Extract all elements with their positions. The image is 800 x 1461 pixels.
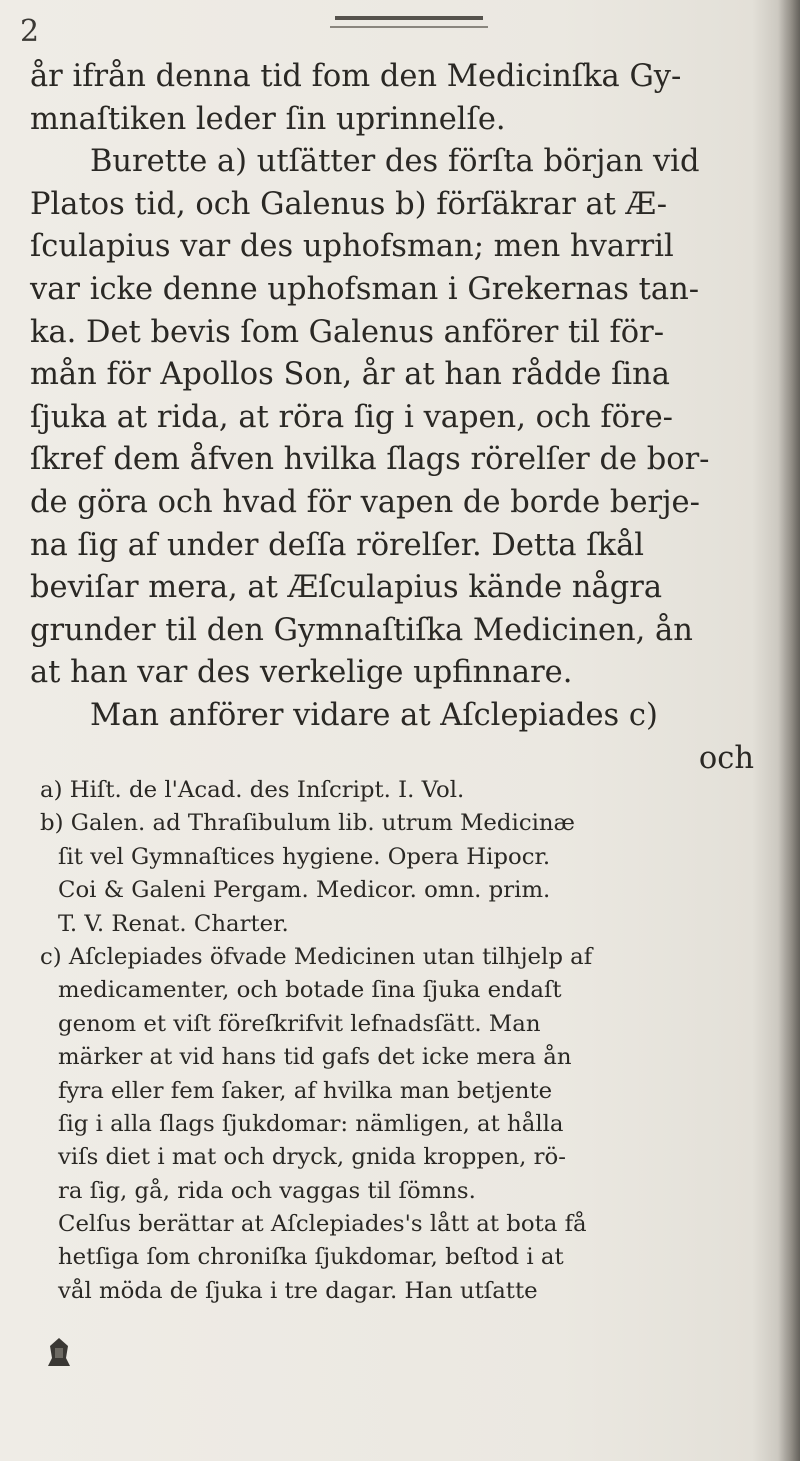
footnote-line: vål möda de ſjuka i tre dagar. Han utſatte [58,1277,538,1304]
footnote-line: ſig i alla ſlags ſjukdomar: nämligen, at hålla [58,1110,564,1137]
text-line: Platos tid, och Galenus b) förſäkrar at Æ- [30,186,668,222]
footnote-line: märker at vid hans tid gafs det icke mera ån [58,1044,572,1071]
text-line: år ifrån denna tid fom den Medicinſka Gy- [30,59,682,94]
text-line: na ſig af under deſſa rörelſer. Detta ſkål [30,527,645,563]
text-line: at han var des verkelige upfinnare. [30,655,573,691]
footnote-line: viſs diet i mat och dryck, gnida kroppen, rö- [58,1144,566,1171]
main-text [30,56,760,780]
text-line: var icke denne uphofsman i Grekernas tan- [30,271,700,307]
text-line: mnaſtiken leder ſin uprinnelſe. [30,101,506,137]
text-line: grunder til den Gymnaſtiſka Medicinen, ån [30,612,693,648]
library-stamp-icon [44,1336,74,1370]
catchword: och [698,740,754,776]
text-line: ſjuka at rida, at röra ſig i vapen, och före- [30,399,673,435]
page-edge-shadow [778,0,800,1461]
footnote-line: ra ſig, gå, rida och vaggas til ſömns. [58,1177,476,1204]
text-line: Burette a) utſätter des förſta början vid [90,144,700,180]
footnote-line: c) Aſclepiades öfvade Medicinen utan tilhjelp af [40,943,593,970]
footnote-line: fyra eller fem ſaker, af hvilka man betjente [58,1077,553,1104]
header-rule [335,16,483,20]
footnote-line: a) Hiſt. de l'Acad. des Inſcript. I. Vol. [40,777,465,803]
text-line: beviſar mera, at Æſculapius kände några [30,570,663,606]
text-line: Man anförer vidare at Aſclepiades c) [90,697,658,733]
text-line: ſkref dem åfven hvilka ſlags rörelſer de bor- [30,442,710,478]
footnote-line: Coi & Galeni Pergam. Medicor. omn. prim. [58,877,551,904]
text-line: ſculapius var des uphofsman; men hvarril [30,229,674,265]
footnote-line: ſit vel Gymnaſtices hygiene. Opera Hipocr. [58,843,551,870]
footnotes [30,774,770,1308]
footnote-line: Celſus berättar at Aſclepiades's lått at bota få [58,1211,587,1238]
footnote-line: medicamenter, och botade ſina ſjuka endaſt [58,977,562,1004]
text-line: ka. Det bevis ſom Galenus anförer til för- [30,314,665,350]
footnote-line: hetſiga ſom chroniſka ſjukdomar, beſtod i at [58,1244,564,1271]
footnote-line: genom et viſt föreſkrifvit lefnadsſätt. Man [58,1010,541,1037]
footnote-line: b) Galen. ad Thraſibulum lib. utrum Medicinæ [40,810,575,837]
page-number: 2 [20,14,40,49]
header-rule-thin [330,26,488,28]
text-line: mån för Apollos Son, år at han rådde ſina [30,357,670,393]
text-line: de göra och hvad för vapen de borde berje- [30,484,700,520]
footnote-line: T. V. Renat. Charter. [58,910,289,937]
